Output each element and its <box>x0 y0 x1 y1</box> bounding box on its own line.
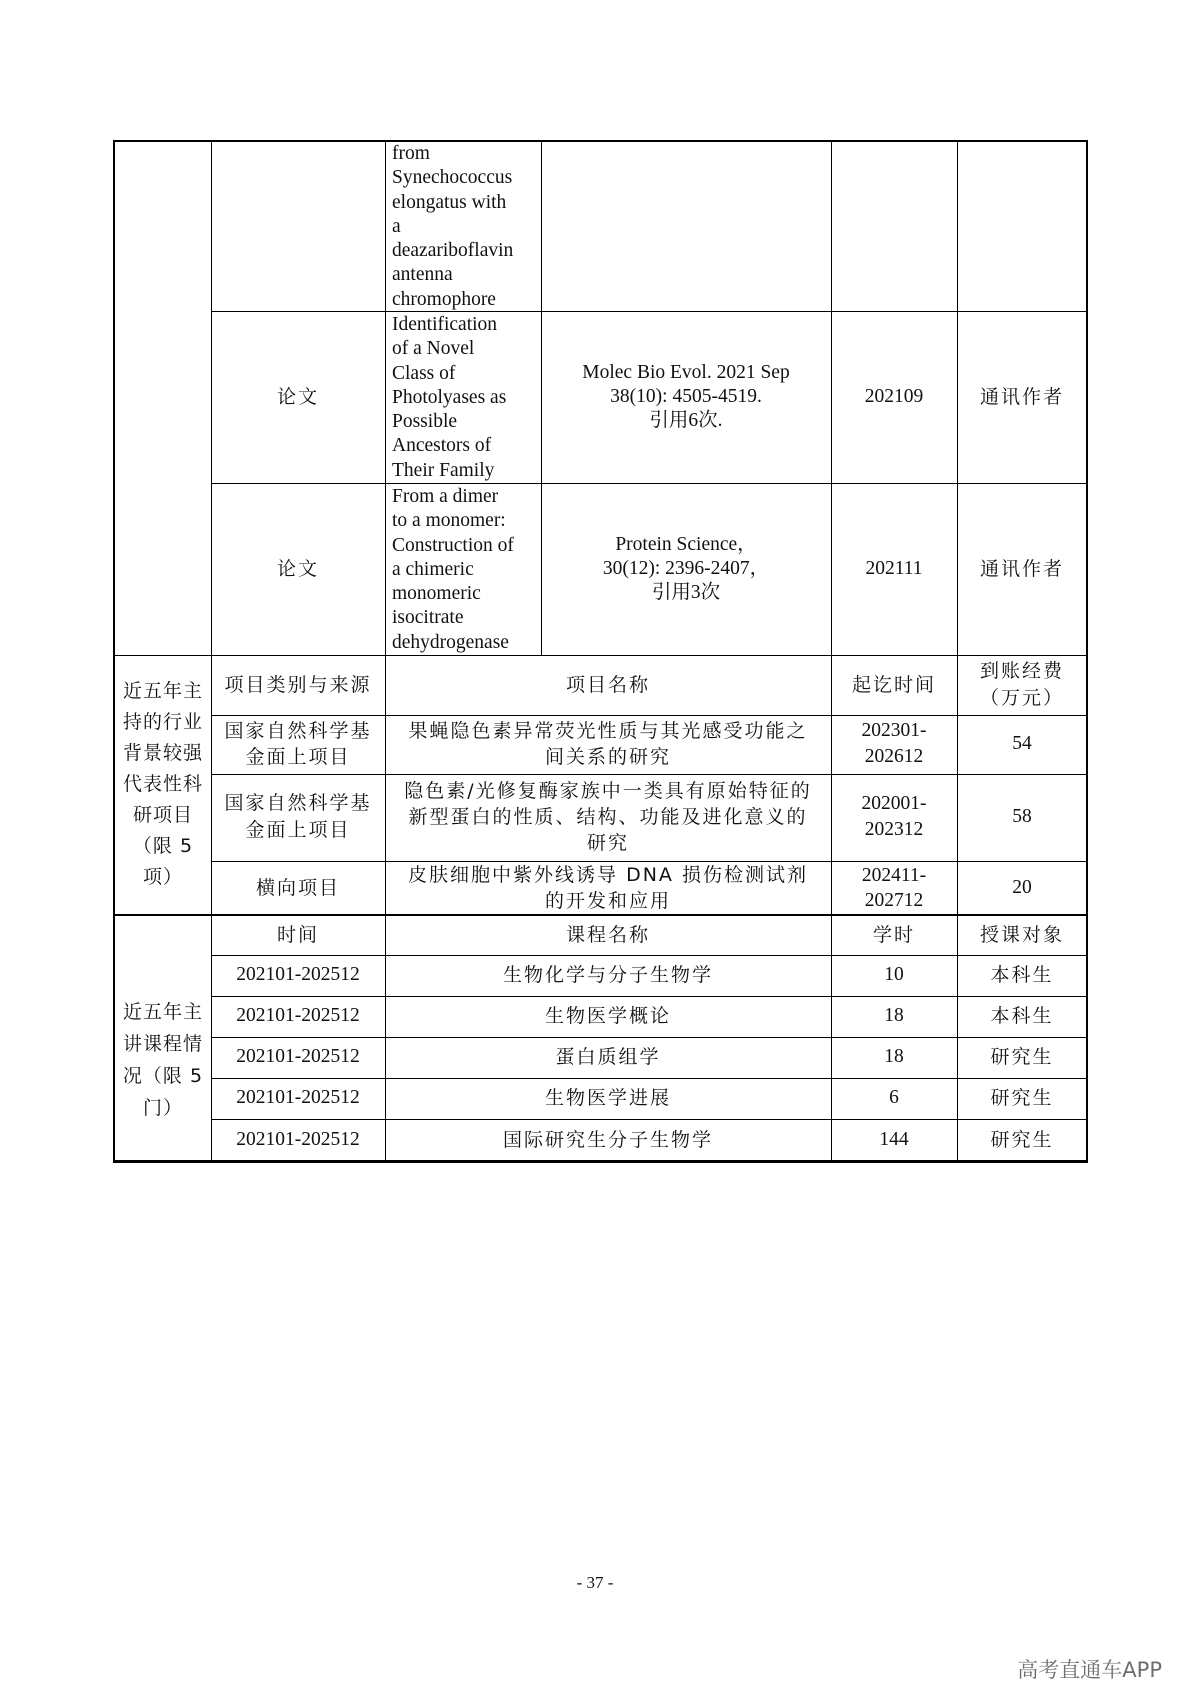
journal-line: 30(12): 2396-2407， <box>602 558 770 579</box>
section-label-line: 近五年主 <box>122 1001 203 1023</box>
paper-type-text: 论文 <box>276 558 319 580</box>
header-course-name <box>386 916 830 954</box>
course-time <box>212 1038 384 1076</box>
cell-line: 新型蛋白的性质、结构、功能及进化意义的 <box>408 806 808 828</box>
paper-date-text: 202109 <box>864 385 924 407</box>
paper-role-text: 通讯作者 <box>979 385 1064 408</box>
projects-section-label <box>116 656 210 912</box>
course-audience <box>958 1038 1086 1076</box>
table-divider <box>211 774 1087 775</box>
paper-title-line: deazariboflavin <box>392 240 514 262</box>
table-border-top <box>113 140 1088 142</box>
project-name <box>386 862 830 914</box>
header-course-audience <box>958 916 1086 954</box>
paper-title-line: monomeric <box>392 583 481 605</box>
cell-line: 金面上项目 <box>245 746 351 768</box>
header-text: 到账经费 <box>979 659 1064 682</box>
cell-line: 研究 <box>586 832 629 854</box>
table-divider <box>211 1119 1087 1120</box>
cell-text: 研究生 <box>990 1087 1054 1109</box>
cell-text: 202101-202512 <box>236 1005 360 1026</box>
course-time <box>212 1079 384 1117</box>
table-divider <box>831 655 832 1161</box>
paper-title-line: elongatus with <box>392 191 507 213</box>
paper-title-line: Synechococcus <box>392 167 513 189</box>
table-divider <box>113 914 1088 916</box>
cell-line: 隐色素/光修复酶家族中一类具有原始特征的 <box>404 780 812 802</box>
section-label-line: 持的行业 <box>122 710 203 733</box>
table-divider <box>211 715 1087 716</box>
course-audience <box>958 956 1086 994</box>
paper-title-line: Possible <box>392 411 458 433</box>
journal-line: 引用3次 <box>651 582 721 603</box>
paper-date-text: 202111 <box>865 558 923 579</box>
courses-section-label <box>116 958 210 1162</box>
header-text: 授课对象 <box>979 924 1064 946</box>
cell-text: 生物化学与分子生物学 <box>502 964 713 986</box>
paper-type <box>212 312 384 481</box>
section-label-line: 研项目 <box>132 803 193 826</box>
cell-text: 18 <box>884 1005 904 1026</box>
cell-line: 皮肤细胞中紫外线诱导 DNA 损伤检测试剂 <box>408 864 808 886</box>
section-label-line: 项） <box>142 865 183 888</box>
paper-title <box>392 313 537 481</box>
project-funding <box>958 716 1086 772</box>
cell-text: 生物医学概论 <box>544 1005 671 1027</box>
cell-text: 202101-202512 <box>236 1046 360 1067</box>
paper-title-line: From a dimer <box>392 486 499 507</box>
project-period <box>832 716 956 772</box>
table-divider <box>385 140 386 656</box>
course-time <box>212 956 384 994</box>
paper-title-line: of a Novel <box>392 338 475 360</box>
project-name <box>386 716 830 772</box>
header-text: 项目类别与来源 <box>224 673 372 696</box>
project-period <box>832 775 956 859</box>
table-divider <box>211 311 1087 312</box>
header-text: 起讫时间 <box>851 673 936 696</box>
course-audience <box>958 1120 1086 1160</box>
cell-line: 横向项目 <box>255 877 340 899</box>
cell-text: 144 <box>879 1129 909 1150</box>
cell-line: 54 <box>1012 733 1032 754</box>
project-category <box>212 716 384 772</box>
table-border-right <box>1086 140 1088 1163</box>
cell-line: 金面上项目 <box>245 819 351 841</box>
cell-text: 生物医学进展 <box>544 1087 671 1109</box>
table-divider <box>385 655 386 1161</box>
cell-text: 蛋白质组学 <box>555 1046 661 1068</box>
header-text: 课程名称 <box>565 924 650 946</box>
course-audience <box>958 1079 1086 1117</box>
paper-title-line: from <box>392 143 430 164</box>
course-time <box>212 1120 384 1160</box>
paper-type <box>212 484 384 654</box>
paper-type-text: 论文 <box>276 385 319 408</box>
cell-text: 研究生 <box>990 1046 1054 1068</box>
course-hours <box>832 997 956 1035</box>
watermark-text: 高考直通车APP <box>1017 1658 1162 1682</box>
course-time <box>212 997 384 1035</box>
table-divider <box>211 655 212 1161</box>
cell-text: 10 <box>884 964 904 985</box>
section-label-line: 代表性科 <box>122 772 203 795</box>
course-hours <box>832 956 956 994</box>
journal-line: 38(10): 4505-4519. <box>610 385 762 407</box>
journal-line: 引用6次. <box>649 409 723 431</box>
paper-date <box>832 484 956 654</box>
header-course-time <box>212 916 384 954</box>
course-hours <box>832 1038 956 1076</box>
paper-title-line: isocitrate <box>392 607 464 629</box>
table-divider <box>541 140 542 656</box>
table-divider <box>211 1078 1087 1079</box>
table-divider <box>211 955 1087 956</box>
cell-text: 国际研究生分子生物学 <box>502 1129 713 1151</box>
table-divider <box>957 655 958 1161</box>
paper-role <box>958 312 1086 481</box>
paper-role-text: 通讯作者 <box>979 558 1064 580</box>
cell-text: 本科生 <box>990 964 1054 986</box>
journal-line: Protein Science， <box>615 534 757 555</box>
table-divider <box>957 140 958 656</box>
header-project-funding <box>958 656 1086 713</box>
paper-title-line: Ancestors of <box>392 435 492 457</box>
cell-line: 202001- <box>861 793 927 814</box>
paper-title <box>392 485 537 654</box>
header-project-period <box>832 656 956 713</box>
header-project-category <box>212 656 384 713</box>
cell-line: 果蝇隐色素异常荧光性质与其光感受功能之 <box>408 720 808 742</box>
section-label-line: 背景较强 <box>122 741 203 764</box>
cell-text: 研究生 <box>990 1129 1054 1151</box>
section-label-line: 门） <box>142 1097 183 1119</box>
cell-text: 本科生 <box>990 1005 1054 1027</box>
paper-title-line: Their Family <box>392 459 495 481</box>
paper-title-line: Construction of <box>392 534 514 556</box>
paper-title-line: antenna <box>392 264 453 286</box>
course-name <box>386 997 830 1035</box>
table-divider <box>211 861 1087 862</box>
section-label-line: （限 5 <box>132 834 194 857</box>
course-name <box>386 1079 830 1117</box>
course-name <box>386 1120 830 1160</box>
cell-line: 国家自然科学基 <box>224 792 372 814</box>
cell-line: 202411- <box>861 865 927 886</box>
paper-title-line: a <box>392 215 401 237</box>
paper-title-line: dehydrogenase <box>392 631 509 653</box>
section-label-line: 近五年主 <box>122 679 203 702</box>
cell-text: 202101-202512 <box>236 1087 360 1108</box>
table-divider <box>211 996 1087 997</box>
project-period <box>832 862 956 914</box>
header-course-hours <box>832 916 956 954</box>
course-hours <box>832 1079 956 1117</box>
cell-text: 6 <box>889 1087 899 1108</box>
paper-date <box>832 312 956 481</box>
paper-title-line: a chimeric <box>392 558 474 580</box>
table-divider <box>211 140 212 656</box>
journal-line: Molec Bio Evol. 2021 Sep <box>582 361 790 383</box>
cell-text: 202101-202512 <box>236 1129 360 1150</box>
cell-line: 202712 <box>864 890 924 911</box>
header-text: （万元） <box>979 686 1064 709</box>
course-name <box>386 1038 830 1076</box>
section-label-line: 讲课程情 <box>122 1033 203 1055</box>
paper-title-line: Photolyases as <box>392 386 507 408</box>
paper-title-line: to a monomer: <box>392 510 506 532</box>
table-divider <box>211 1037 1087 1038</box>
cell-line: 国家自然科学基 <box>224 720 372 742</box>
course-hours <box>832 1120 956 1160</box>
course-audience <box>958 997 1086 1035</box>
paper-title <box>392 142 537 310</box>
table-divider <box>113 655 1088 656</box>
page-number: - 37 - <box>576 1573 614 1592</box>
header-text: 学时 <box>872 924 915 946</box>
cell-line: 58 <box>1012 806 1032 827</box>
cell-line: 的开发和应用 <box>544 890 671 912</box>
paper-title-line: chromophore <box>392 288 496 310</box>
cell-line: 间关系的研究 <box>544 746 671 768</box>
paper-role <box>958 484 1086 654</box>
cell-line: 202301- <box>861 720 927 741</box>
cell-text: 18 <box>884 1046 904 1067</box>
cell-line: 202612 <box>864 746 924 767</box>
cell-line: 20 <box>1012 877 1032 898</box>
paper-journal <box>542 312 830 481</box>
project-name <box>386 775 830 859</box>
project-funding <box>958 862 1086 914</box>
course-name <box>386 956 830 994</box>
header-text: 项目名称 <box>565 673 650 696</box>
section-label-line: 况（限 5 <box>122 1065 204 1087</box>
paper-title-line: Class of <box>392 362 456 384</box>
paper-journal <box>542 484 830 654</box>
project-category <box>212 775 384 859</box>
table-border-left <box>113 140 115 1163</box>
paper-title-line: Identification <box>392 314 498 335</box>
header-text: 时间 <box>276 924 319 946</box>
table-divider <box>831 140 832 656</box>
project-funding <box>958 775 1086 859</box>
cell-text: 202101-202512 <box>236 964 360 985</box>
header-project-name <box>386 656 830 713</box>
table-divider <box>211 483 1087 484</box>
project-category <box>212 862 384 914</box>
cell-line: 202312 <box>864 819 924 840</box>
table-border-bottom <box>113 1160 1088 1163</box>
